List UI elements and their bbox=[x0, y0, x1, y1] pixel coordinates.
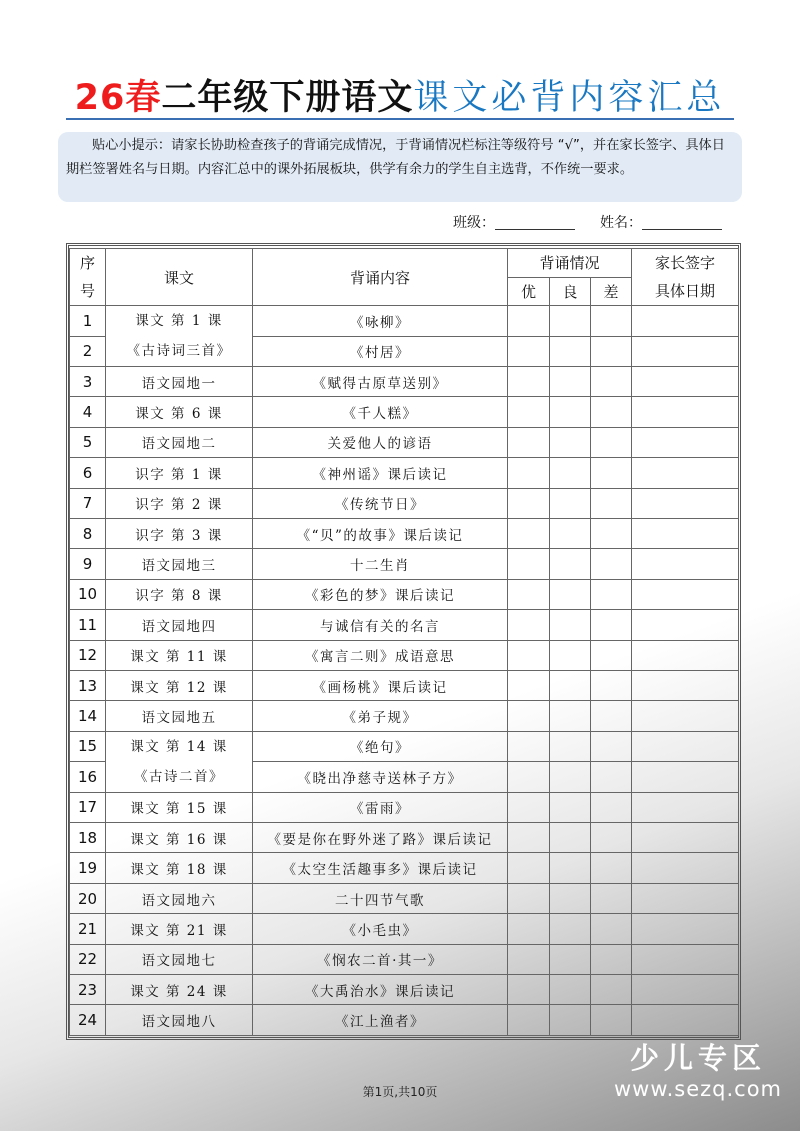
parent-sign-cell[interactable] bbox=[632, 883, 739, 913]
row-number: 9 bbox=[70, 549, 106, 579]
parent-sign-cell[interactable] bbox=[632, 488, 739, 518]
grade-excellent-cell[interactable] bbox=[508, 762, 550, 793]
table-row bbox=[70, 549, 739, 579]
content-cell: 关爱他人的谚语 bbox=[253, 427, 508, 457]
grade-poor-cell[interactable] bbox=[591, 1005, 632, 1035]
lesson-cell bbox=[106, 306, 253, 367]
row-number: 16 bbox=[70, 762, 106, 793]
parent-sign-cell[interactable] bbox=[632, 975, 739, 1005]
grade-excellent-cell[interactable] bbox=[508, 1005, 550, 1035]
title-subject: 课文必背内容汇总 bbox=[413, 78, 726, 118]
row-number: 8 bbox=[70, 518, 106, 548]
grade-excellent-cell[interactable] bbox=[508, 549, 550, 579]
content-cell: 《画杨桃》课后读记 bbox=[253, 670, 508, 700]
row-number: 7 bbox=[70, 488, 106, 518]
content-cell: 《神州谣》课后读记 bbox=[253, 458, 508, 488]
title-grade: 二年级下册语文 bbox=[161, 78, 414, 118]
table-row bbox=[70, 306, 739, 337]
grade-poor-cell[interactable] bbox=[591, 731, 632, 762]
recital-table bbox=[69, 248, 739, 1036]
content-cell: 《雷雨》 bbox=[253, 792, 508, 822]
parent-sign-cell[interactable] bbox=[632, 610, 739, 640]
content-cell: 《江上渔者》 bbox=[253, 1005, 508, 1035]
grade-excellent-cell[interactable] bbox=[508, 640, 550, 670]
grade-good-cell[interactable] bbox=[550, 640, 591, 670]
page-indicator: 第1页,共10页 bbox=[362, 1085, 438, 1099]
content-cell: 二十四节气歌 bbox=[253, 883, 508, 913]
row-number: 5 bbox=[70, 427, 106, 457]
parent-sign-cell[interactable] bbox=[632, 397, 739, 427]
lesson-cell: 课文 第 24 课 bbox=[106, 975, 253, 1005]
table-row bbox=[70, 1005, 739, 1035]
table-row bbox=[70, 731, 739, 762]
content-cell: 《千人糕》 bbox=[253, 397, 508, 427]
row-number: 19 bbox=[70, 853, 106, 883]
lesson-cell: 语文园地八 bbox=[106, 1005, 253, 1035]
header-index bbox=[70, 249, 106, 306]
grade-poor-cell[interactable] bbox=[591, 670, 632, 700]
content-cell: 《绝句》 bbox=[253, 731, 508, 762]
header-parent-sign bbox=[632, 249, 739, 306]
watermark-url: www.sezq.com bbox=[613, 1077, 782, 1101]
grade-poor-cell[interactable] bbox=[591, 792, 632, 822]
page-title bbox=[0, 70, 800, 120]
recital-table-frame bbox=[66, 243, 741, 1040]
row-number: 13 bbox=[70, 670, 106, 700]
content-cell: 《弟子规》 bbox=[253, 701, 508, 731]
header-parent-sign-line2: 具体日期 bbox=[655, 282, 716, 300]
grade-good-cell[interactable] bbox=[550, 306, 591, 337]
grade-good-cell[interactable] bbox=[550, 336, 591, 367]
lesson-cell: 语文园地六 bbox=[106, 883, 253, 913]
grade-good-cell[interactable] bbox=[550, 610, 591, 640]
grade-poor-cell[interactable] bbox=[591, 762, 632, 793]
lesson-line1: 课文 第 14 课 bbox=[130, 738, 228, 755]
tip-box: 贴心小提示：请家长协助检查孩子的背诵完成情况，于背诵情况栏标注等级符号 “√”，并在家长签字、具体日期栏签署姓名与日期。内容汇总中的课外拓展板块，供学有余力的学生自主选背，不作统一要求。 bbox=[58, 132, 742, 202]
title-divider bbox=[66, 118, 734, 120]
name-label: 姓名： bbox=[600, 215, 642, 231]
lesson-cell: 语文园地四 bbox=[106, 610, 253, 640]
table-row bbox=[70, 427, 739, 457]
title-year: 26春 bbox=[74, 78, 162, 118]
lesson-line2: 《古诗词三首》 bbox=[126, 343, 232, 359]
grade-poor-cell[interactable] bbox=[591, 975, 632, 1005]
parent-sign-cell[interactable] bbox=[632, 579, 739, 609]
table-row bbox=[70, 975, 739, 1005]
header-index-line2: 号 bbox=[79, 282, 95, 300]
grade-good-cell[interactable] bbox=[550, 883, 591, 913]
grade-good-cell[interactable] bbox=[550, 823, 591, 853]
parent-sign-cell[interactable] bbox=[632, 549, 739, 579]
grade-poor-cell[interactable] bbox=[591, 397, 632, 427]
parent-sign-cell[interactable] bbox=[632, 1005, 739, 1035]
grade-poor-cell[interactable] bbox=[591, 518, 632, 548]
table-row bbox=[70, 701, 739, 731]
lesson-cell: 语文园地一 bbox=[106, 367, 253, 397]
grade-good-cell[interactable] bbox=[550, 762, 591, 793]
lesson-cell: 课文 第 16 课 bbox=[106, 823, 253, 853]
grade-excellent-cell[interactable] bbox=[508, 701, 550, 731]
table-row bbox=[70, 397, 739, 427]
parent-sign-cell[interactable] bbox=[632, 458, 739, 488]
lesson-cell: 课文 第 11 课 bbox=[106, 640, 253, 670]
content-cell: 《村居》 bbox=[253, 336, 508, 367]
row-number: 6 bbox=[70, 458, 106, 488]
grade-poor-cell[interactable] bbox=[591, 306, 632, 337]
parent-sign-cell[interactable] bbox=[632, 367, 739, 397]
lesson-cell: 语文园地二 bbox=[106, 427, 253, 457]
row-number: 17 bbox=[70, 792, 106, 822]
table-row bbox=[70, 640, 739, 670]
lesson-cell: 识字 第 8 课 bbox=[106, 579, 253, 609]
row-number: 14 bbox=[70, 701, 106, 731]
watermark-brand: 少儿专区 bbox=[629, 1041, 766, 1075]
lesson-cell: 课文 第 21 课 bbox=[106, 914, 253, 944]
row-number: 18 bbox=[70, 823, 106, 853]
table-row bbox=[70, 488, 739, 518]
grade-excellent-cell[interactable] bbox=[508, 883, 550, 913]
table-row bbox=[70, 367, 739, 397]
grade-poor-cell[interactable] bbox=[591, 488, 632, 518]
header-recital-status: 背诵情况 bbox=[508, 249, 632, 278]
row-number: 24 bbox=[70, 1005, 106, 1035]
parent-sign-cell[interactable] bbox=[632, 427, 739, 457]
grade-excellent-cell[interactable] bbox=[508, 306, 550, 337]
grade-poor-cell[interactable] bbox=[591, 549, 632, 579]
content-cell: 《大禹治水》课后读记 bbox=[253, 975, 508, 1005]
grade-good-cell[interactable] bbox=[550, 975, 591, 1005]
row-number: 3 bbox=[70, 367, 106, 397]
grade-poor-cell[interactable] bbox=[591, 610, 632, 640]
grade-good-cell[interactable] bbox=[550, 367, 591, 397]
parent-sign-cell[interactable] bbox=[632, 792, 739, 822]
header-index-line1: 序 bbox=[79, 254, 95, 272]
lesson-line2: 《古诗二首》 bbox=[134, 768, 224, 785]
table-row bbox=[70, 792, 739, 822]
table-row bbox=[70, 579, 739, 609]
lesson-cell: 课文 第 12 课 bbox=[106, 670, 253, 700]
class-label: 班级： bbox=[453, 215, 495, 231]
grade-good-cell[interactable] bbox=[550, 1005, 591, 1035]
grade-good-cell[interactable] bbox=[550, 944, 591, 974]
grade-excellent-cell[interactable] bbox=[508, 731, 550, 762]
grade-good-cell[interactable] bbox=[550, 792, 591, 822]
grade-poor-cell[interactable] bbox=[591, 823, 632, 853]
header-grade-excellent: 优 bbox=[508, 277, 550, 306]
grade-excellent-cell[interactable] bbox=[508, 458, 550, 488]
parent-sign-cell[interactable] bbox=[632, 914, 739, 944]
grade-good-cell[interactable] bbox=[550, 488, 591, 518]
table-row bbox=[70, 853, 739, 883]
grade-excellent-cell[interactable] bbox=[508, 975, 550, 1005]
table-row bbox=[70, 670, 739, 700]
grade-poor-cell[interactable] bbox=[591, 336, 632, 367]
grade-good-cell[interactable] bbox=[550, 518, 591, 548]
grade-excellent-cell[interactable] bbox=[508, 518, 550, 548]
grade-excellent-cell[interactable] bbox=[508, 914, 550, 944]
grade-good-cell[interactable] bbox=[550, 731, 591, 762]
grade-poor-cell[interactable] bbox=[591, 367, 632, 397]
class-field[interactable] bbox=[453, 212, 575, 232]
row-number: 2 bbox=[70, 336, 106, 367]
lesson-cell: 语文园地五 bbox=[106, 701, 253, 731]
row-number: 20 bbox=[70, 883, 106, 913]
parent-sign-cell[interactable] bbox=[632, 518, 739, 548]
grade-excellent-cell[interactable] bbox=[508, 488, 550, 518]
parent-sign-cell[interactable] bbox=[632, 731, 739, 762]
name-blank[interactable] bbox=[642, 215, 722, 230]
grade-excellent-cell[interactable] bbox=[508, 579, 550, 609]
row-number: 15 bbox=[70, 731, 106, 762]
content-cell: 《彩色的梦》课后读记 bbox=[253, 579, 508, 609]
lesson-cell: 识字 第 1 课 bbox=[106, 458, 253, 488]
grade-poor-cell[interactable] bbox=[591, 853, 632, 883]
table-row bbox=[70, 914, 739, 944]
grade-excellent-cell[interactable] bbox=[508, 792, 550, 822]
row-number: 21 bbox=[70, 914, 106, 944]
content-cell: 《要是你在野外迷了路》课后读记 bbox=[253, 823, 508, 853]
name-field[interactable] bbox=[600, 212, 722, 232]
content-cell: 《悯农二首·其一》 bbox=[253, 944, 508, 974]
grade-good-cell[interactable] bbox=[550, 670, 591, 700]
lesson-cell: 语文园地七 bbox=[106, 944, 253, 974]
row-number: 11 bbox=[70, 610, 106, 640]
grade-poor-cell[interactable] bbox=[591, 701, 632, 731]
parent-sign-cell[interactable] bbox=[632, 853, 739, 883]
grade-excellent-cell[interactable] bbox=[508, 610, 550, 640]
content-cell: 《寓言二则》成语意思 bbox=[253, 640, 508, 670]
grade-good-cell[interactable] bbox=[550, 397, 591, 427]
grade-good-cell[interactable] bbox=[550, 579, 591, 609]
content-cell: 《小毛虫》 bbox=[253, 914, 508, 944]
row-number: 4 bbox=[70, 397, 106, 427]
parent-sign-cell[interactable] bbox=[632, 306, 739, 337]
table-row bbox=[70, 883, 739, 913]
grade-poor-cell[interactable] bbox=[591, 427, 632, 457]
content-cell: 《太空生活趣事多》课后读记 bbox=[253, 853, 508, 883]
lesson-cell: 课文 第 15 课 bbox=[106, 792, 253, 822]
grade-poor-cell[interactable] bbox=[591, 914, 632, 944]
content-cell: 《赋得古原草送别》 bbox=[253, 367, 508, 397]
grade-poor-cell[interactable] bbox=[591, 944, 632, 974]
grade-excellent-cell[interactable] bbox=[508, 397, 550, 427]
header-parent-sign-line1: 家长签字 bbox=[655, 254, 716, 272]
class-blank[interactable] bbox=[495, 215, 575, 230]
parent-sign-cell[interactable] bbox=[632, 336, 739, 367]
grade-excellent-cell[interactable] bbox=[508, 427, 550, 457]
grade-poor-cell[interactable] bbox=[591, 458, 632, 488]
row-number: 23 bbox=[70, 975, 106, 1005]
header-lesson: 课文 bbox=[106, 249, 253, 306]
content-cell: 与诚信有关的名言 bbox=[253, 610, 508, 640]
parent-sign-cell[interactable] bbox=[632, 944, 739, 974]
table-row bbox=[70, 823, 739, 853]
header-content: 背诵内容 bbox=[253, 249, 508, 306]
grade-excellent-cell[interactable] bbox=[508, 823, 550, 853]
parent-sign-cell[interactable] bbox=[632, 670, 739, 700]
grade-good-cell[interactable] bbox=[550, 427, 591, 457]
row-number: 22 bbox=[70, 944, 106, 974]
header-grade-poor: 差 bbox=[591, 277, 632, 306]
lesson-cell: 识字 第 3 课 bbox=[106, 518, 253, 548]
grade-good-cell[interactable] bbox=[550, 549, 591, 579]
table-row bbox=[70, 518, 739, 548]
parent-sign-cell[interactable] bbox=[632, 640, 739, 670]
row-number: 1 bbox=[70, 306, 106, 337]
content-cell: 《晓出净慈寺送林子方》 bbox=[253, 762, 508, 793]
grade-excellent-cell[interactable] bbox=[508, 336, 550, 367]
lesson-cell: 课文 第 18 课 bbox=[106, 853, 253, 883]
lesson-cell bbox=[106, 731, 253, 792]
parent-sign-cell[interactable] bbox=[632, 762, 739, 793]
parent-sign-cell[interactable] bbox=[632, 823, 739, 853]
lesson-cell: 识字 第 2 课 bbox=[106, 488, 253, 518]
table-row bbox=[70, 944, 739, 974]
grade-poor-cell[interactable] bbox=[591, 640, 632, 670]
content-cell: 《“贝”的故事》课后读记 bbox=[253, 518, 508, 548]
grade-good-cell[interactable] bbox=[550, 914, 591, 944]
grade-excellent-cell[interactable] bbox=[508, 944, 550, 974]
grade-poor-cell[interactable] bbox=[591, 579, 632, 609]
grade-good-cell[interactable] bbox=[550, 458, 591, 488]
parent-sign-cell[interactable] bbox=[632, 701, 739, 731]
grade-good-cell[interactable] bbox=[550, 701, 591, 731]
grade-excellent-cell[interactable] bbox=[508, 367, 550, 397]
grade-good-cell[interactable] bbox=[550, 853, 591, 883]
grade-excellent-cell[interactable] bbox=[508, 670, 550, 700]
content-cell: 十二生肖 bbox=[253, 549, 508, 579]
row-number: 12 bbox=[70, 640, 106, 670]
grade-poor-cell[interactable] bbox=[591, 883, 632, 913]
lesson-cell: 语文园地三 bbox=[106, 549, 253, 579]
table-row bbox=[70, 458, 739, 488]
table-row bbox=[70, 610, 739, 640]
content-cell: 《传统节日》 bbox=[253, 488, 508, 518]
table-body bbox=[70, 306, 739, 1036]
row-number: 10 bbox=[70, 579, 106, 609]
lesson-cell: 课文 第 6 课 bbox=[106, 397, 253, 427]
lesson-line1: 课文 第 1 课 bbox=[135, 313, 223, 329]
header-grade-good: 良 bbox=[550, 277, 591, 306]
content-cell: 《咏柳》 bbox=[253, 306, 508, 337]
grade-excellent-cell[interactable] bbox=[508, 853, 550, 883]
